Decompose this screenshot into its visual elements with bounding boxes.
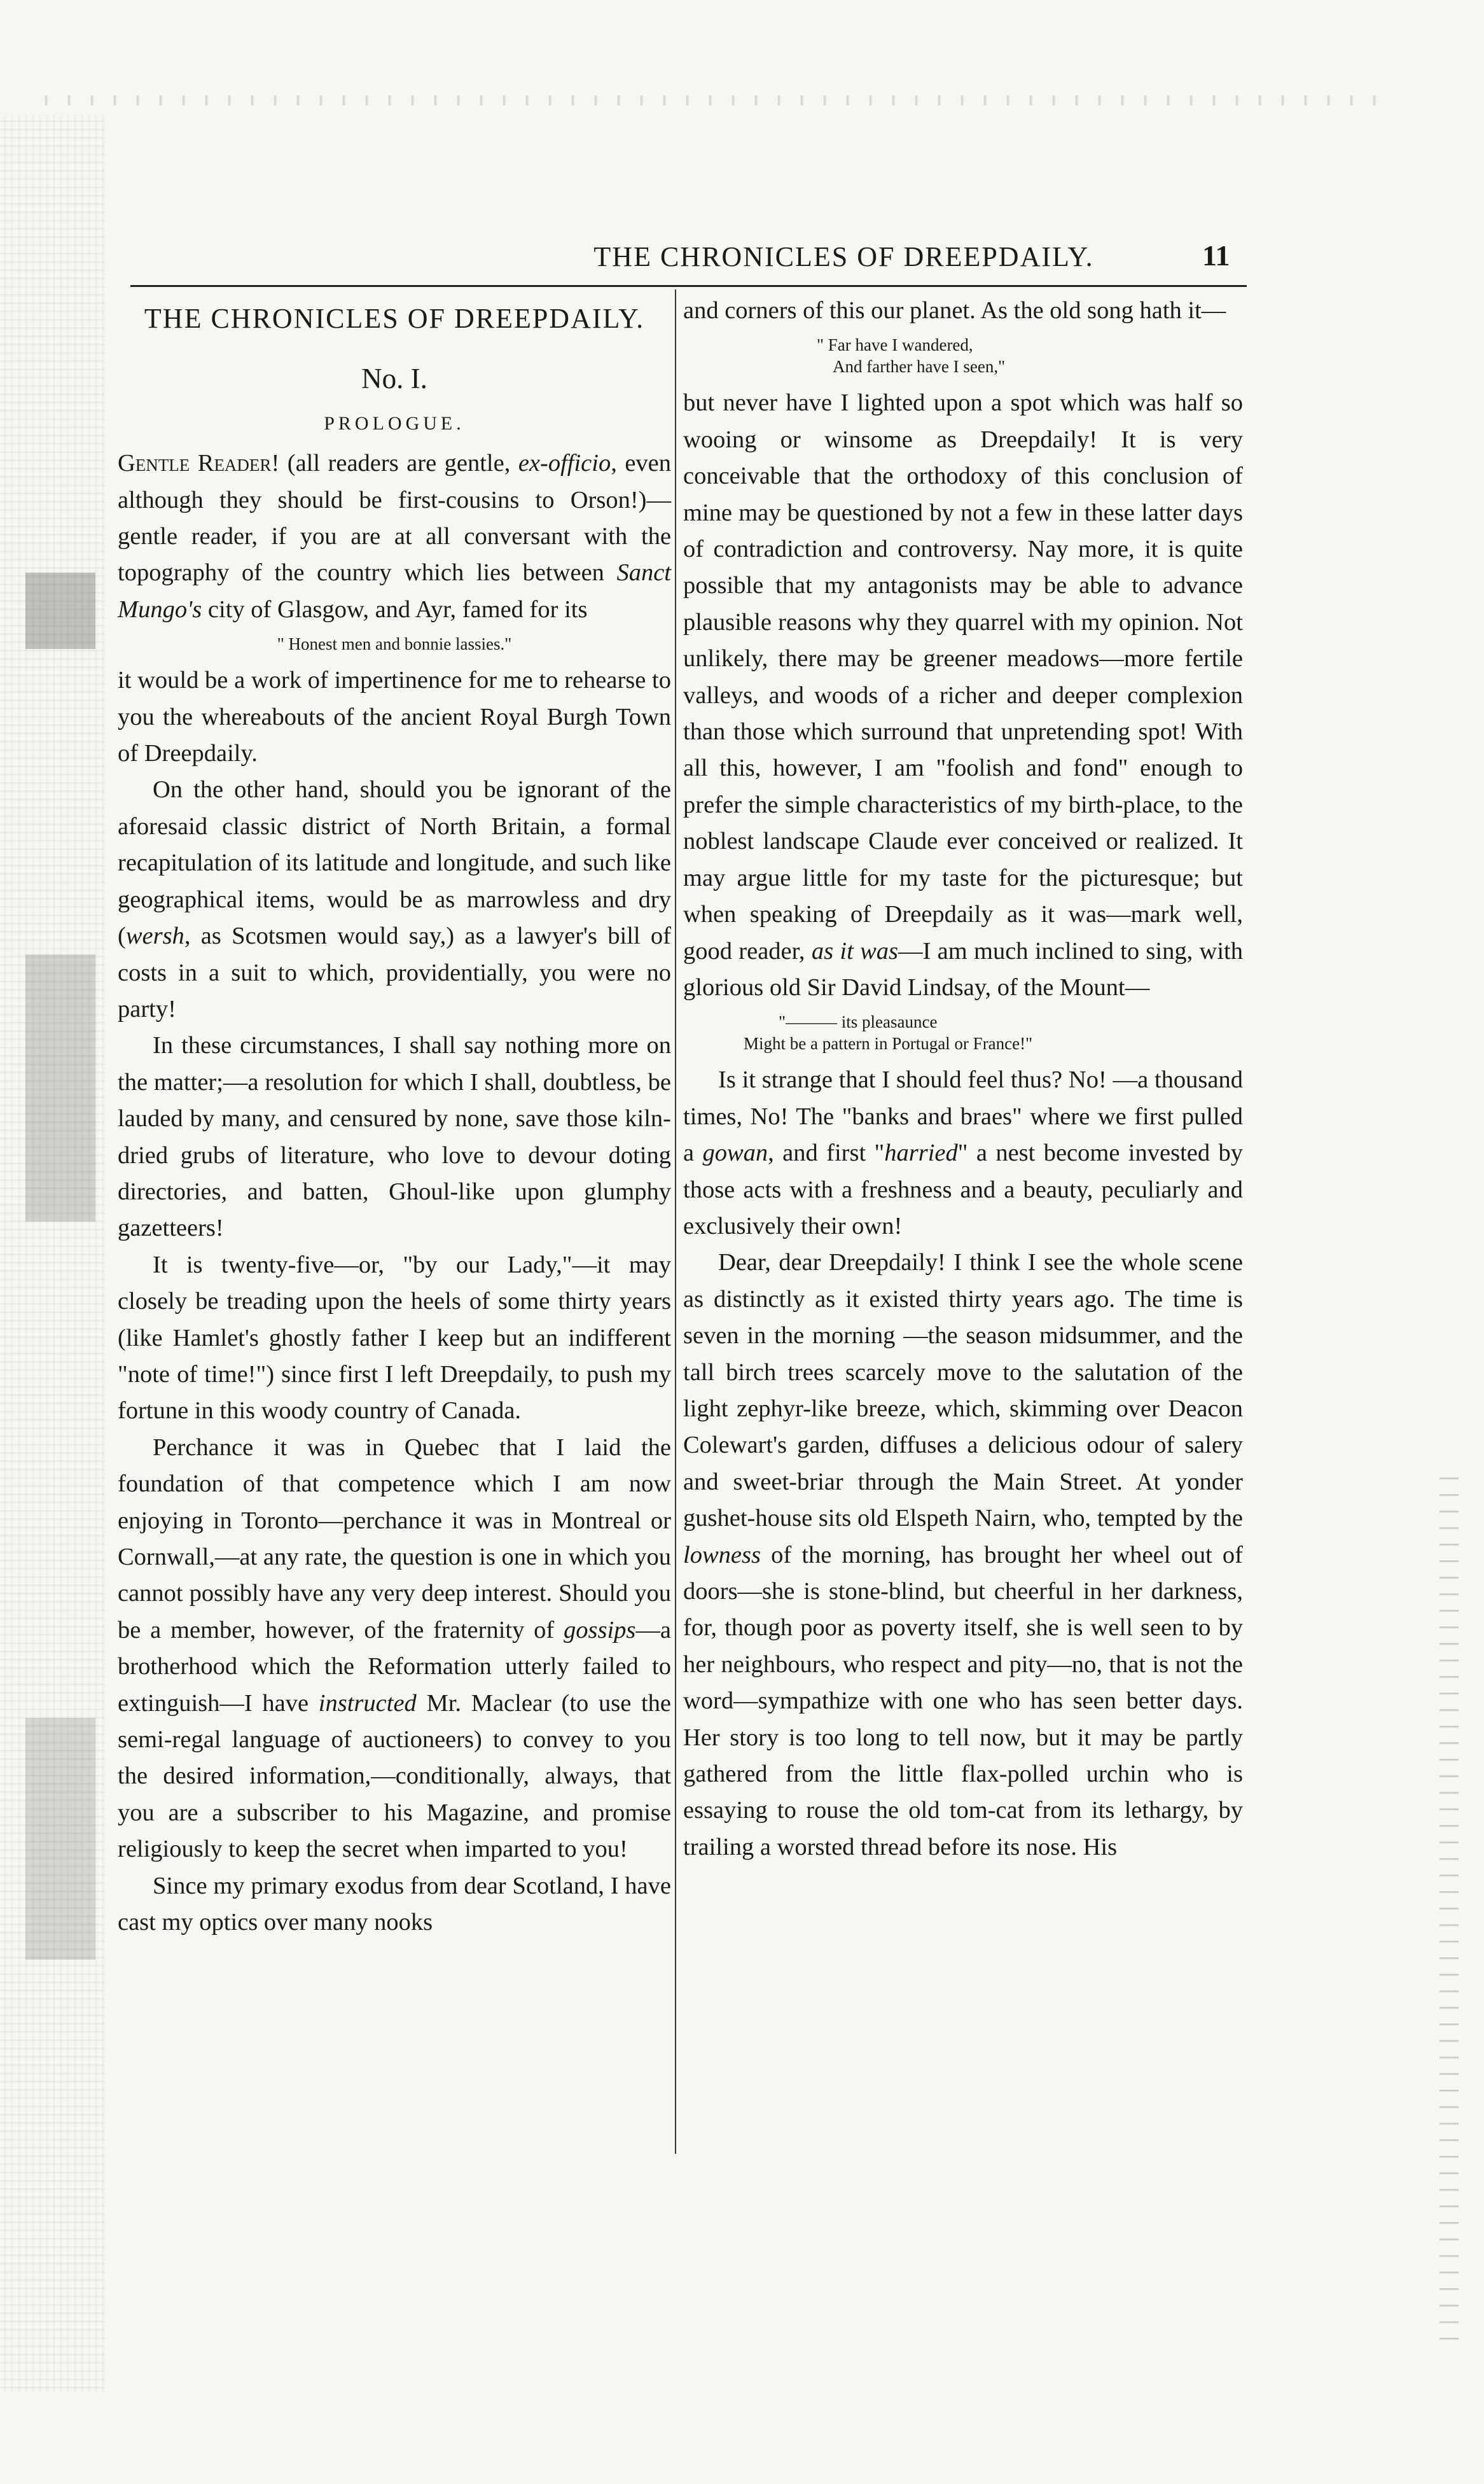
text-run: , and first " xyxy=(768,1140,885,1167)
scan-edge-noise xyxy=(0,115,105,2392)
quote-line: " Far have I wandered, xyxy=(817,335,973,355)
italic-text: as it was xyxy=(811,937,899,965)
text-run: " a nest become invested by those acts with a freshness and a beauty, peculiarly and exclusively their own! xyxy=(683,1140,1243,1239)
text-run: , as Scotsmen would say,) as a lawyer's bill of costs in a suit to which, providentially, you were no party! xyxy=(118,923,671,1022)
article-number: No. I. xyxy=(361,363,427,395)
scan-edge-shadow xyxy=(25,1718,95,1960)
text-run: but never have I lighted upon a spot which was half so wooing or winsome as Dreepdaily! It is very conceivable that the orthodoxy of this conclusion of mine may be questioned by not a few in these latter days of contradiction and controversy. Nay more, it is quite possible that my antagonists may be able to advance plausible reasons why they quarrel with my opinion. Not unlikely, there may be greener meadows—more fertile valleys, and woods of a richer and deeper complexion than those which surround that unpretending spot! With all this, however, I am "foolish and fond" enough to prefer the simple characteristics of my birth-place, to the noblest landscape Claude ever conceived or realized. It may argue little for my taste for the picturesque; but when speaking of Dreepdaily as it was—mark well, good reader, xyxy=(683,389,1243,965)
text-run: —a brotherhood which the Reformation utterly failed to extinguish—I have xyxy=(118,1616,671,1717)
text-run: city of Glasgow, and Ayr, famed for its xyxy=(202,596,588,623)
italic-text: wersh xyxy=(125,923,184,950)
left-column-body xyxy=(118,445,671,1941)
block-quote xyxy=(118,633,671,655)
text-run: On the other hand, should you be ignorant of the aforesaid classic district of North Britain, a formal recapitulation of its latitude and longitude, and such like geographical items, would be as marrowless and dry ( xyxy=(118,776,671,950)
paragraph xyxy=(683,1245,1243,1866)
paragraph xyxy=(118,662,671,772)
text-run: and corners of this our planet. As the old song hath it— xyxy=(683,297,1226,324)
block-quote xyxy=(683,334,1243,377)
scan-edge-shadow xyxy=(25,573,95,649)
text-run: Mr. Maclear (to use the semi-regal language of auctioneers) to convey to you the desired information,—conditionally, always, that you are a subscriber to his Magazine, and promise religiously to keep the secret when imparted to you! xyxy=(118,1689,671,1863)
paragraph xyxy=(118,1868,671,1941)
italic-text: gossips xyxy=(564,1616,636,1643)
paragraph xyxy=(118,1430,671,1868)
italic-text: lowness xyxy=(683,1541,761,1568)
paragraph xyxy=(683,385,1243,1006)
italic-text: gowan xyxy=(702,1140,768,1167)
header-rule xyxy=(130,285,1247,287)
scan-right-noise xyxy=(1439,1463,1459,2354)
text-run: Dear, dear Dreepdaily! I think I see the whole scene as distinctly as it existed thirty years ago. The time is seven in the morning —the season midsummer, and the tall birch trees scarcely move to the salutation of the light zephyr-like breeze, which, skimming over Deacon Colewart's garden, diffuses a delicious odour of salery and sweet-briar through the Main Street. At yonder gushet-house sits old Elspeth Nairn, who, tempted by the xyxy=(683,1249,1243,1532)
text-run: Is it strange that I should feel thus? No! —a thousand times, No! The "banks and braes" where we first pulled a xyxy=(683,1066,1243,1167)
running-header-title: THE CHRONICLES OF DREEPDAILY. xyxy=(593,241,1094,272)
text-run: Since my primary exodus from dear Scotland, I have cast my optics over many nooks xyxy=(118,1872,671,1936)
quote-line: " Honest men and bonnie lassies." xyxy=(277,634,512,654)
text-run: In these circumstances, I shall say nothing more on the matter;—a resolution for which I shall, doubtless, be lauded by many, and censured by none, save those kiln-dried grubs of literature, who love to devour doting directories, and batten, Ghoul-like upon glumphy gazetteers! xyxy=(118,1032,671,1242)
text-run: Perchance it was in Quebec that I laid the foundation of that competence which I am now enjoying in Toronto—perchance it was in Montreal or Cornwall,—at any rate, the question is one in which you cannot possibly have any very deep interest. Should you be a member, however, of the fraternity of xyxy=(118,1434,671,1643)
paragraph xyxy=(683,293,1243,329)
italic-text: instructed xyxy=(318,1689,417,1717)
scan-top-noise xyxy=(25,95,1393,106)
column-divider xyxy=(675,290,676,2154)
text-run: It is twenty-five—or, "by our Lady,"—it may closely be treading upon the heels of some thirty years (like Hamlet's ghostly father I keep but an indifferent "note of time!") since first I left Dreepdaily, to push my fortune in this woody country of Canada. xyxy=(118,1251,671,1425)
text-run: of the morning, has brought her wheel out of doors—she is stone-blind, but cheerful in her darkness, for, though poor as poverty itself, she is well seen to by her neighbours, who respect and pity—no, that is not the word—sympathize with one who has seen better days. Her story is too long to tell now, but it may be partly gathered from the little flax-polled urchin who is essaying to rouse the old tom-cat from its lethargy, by trailing a worsted thread before its nose. His xyxy=(683,1541,1243,1860)
scan-edge-shadow xyxy=(25,954,95,1222)
text-run: it would be a work of impertinence for me to rehearse to you the whereabouts of the ancient Royal Burgh Town of Dreepdaily. xyxy=(118,667,671,767)
paragraph xyxy=(118,772,671,1028)
paragraph xyxy=(118,445,671,628)
right-column xyxy=(683,293,1243,1866)
quote-line: Might be a pattern in Portugal or France!" xyxy=(744,1034,1033,1054)
paragraph xyxy=(683,1062,1243,1245)
italic-text: harried xyxy=(884,1140,958,1167)
italic-text: ex-officio xyxy=(518,450,611,477)
page-number: 11 xyxy=(1202,239,1230,272)
text-run: , even although they should be first-cousins to Orson!)—gentle reader, if you are at all conversant with the topography of the country which lies between xyxy=(118,450,671,587)
small-caps-text: Gentle Reader xyxy=(118,450,272,477)
paragraph xyxy=(118,1247,671,1430)
text-run: ! (all readers are gentle, xyxy=(271,450,518,477)
left-column xyxy=(118,293,671,1941)
text-run: —I am much inclined to sing, with glorious old Sir David Lindsay, of the Mount— xyxy=(683,937,1243,1001)
quote-line: "——— its pleasaunce xyxy=(779,1012,938,1032)
quote-line: And farther have I seen," xyxy=(833,357,1006,377)
section-heading: PROLOGUE. xyxy=(324,412,465,434)
article-title: THE CHRONICLES OF DREEPDAILY. xyxy=(144,303,645,334)
paragraph xyxy=(118,1028,671,1246)
right-column-body xyxy=(683,293,1243,1866)
block-quote xyxy=(683,1011,1243,1054)
italic-text: Sanct Mungo's xyxy=(118,559,671,623)
